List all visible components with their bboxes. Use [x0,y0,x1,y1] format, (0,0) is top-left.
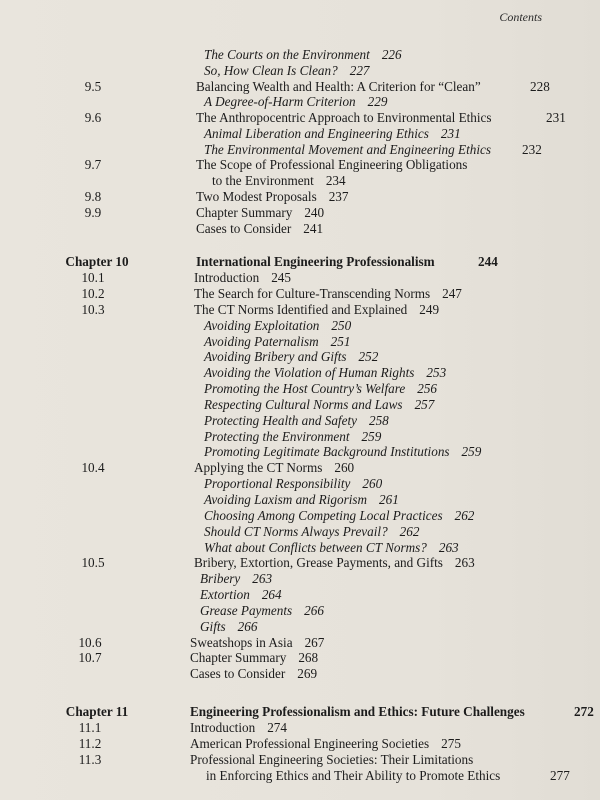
entry-title-text: Promoting Legitimate Background Institutions [204,444,450,459]
page-number: 253 [426,365,447,380]
entry-title-text: Sweatshops in Asia [190,635,293,650]
toc-entry [0,720,600,736]
entry-title-text: in Enforcing Ethics and Their Ability to Promote Ethics [206,768,501,783]
entry-title-text: Introduction [190,720,256,735]
toc-entry [0,540,600,556]
toc-entry [0,603,600,619]
entry-title-text: Cases to Consider [196,221,292,236]
entry-title [204,349,378,365]
section-number: 11.2 [78,736,102,751]
page-number: 250 [331,318,352,333]
entry-title-text: American Professional Engineering Societies [190,736,430,751]
entry-title [196,110,492,126]
entry-title [204,444,481,460]
entry-title-text: Protecting the Environment [204,429,350,444]
entry-title [204,94,387,110]
entry-title [204,524,419,540]
toc-entry [0,752,600,768]
section-number: 10.5 [81,555,105,570]
toc-entry [0,397,600,413]
entry-title [200,619,257,635]
page-number: 258 [368,413,389,428]
section-number: 10.3 [81,302,105,317]
chapter-number: Chapter 10 [65,254,129,269]
entry-title-text: Chapter Summary [196,205,293,220]
toc-entry [0,286,600,302]
entry-title-text: Respecting Cultural Norms and Laws [204,397,403,412]
page-number: 227 [349,63,370,78]
toc-entry [0,318,600,334]
entry-title [204,365,446,381]
entry-title [196,205,324,221]
toc-entry [0,444,600,460]
page-number: 275 [441,736,461,751]
entry-title [200,587,282,603]
entry-title-text: Choosing Among Competing Local Practices [204,508,443,523]
entry-title [196,189,348,205]
toc-entry [0,381,600,397]
toc-entry [0,63,600,79]
page-number: 261 [379,492,399,507]
page-number: 263 [252,571,273,586]
page-number: 232 [522,142,542,157]
entry-title-text: The Search for Culture-Transcending Norms [194,286,431,301]
entry-title-text: Applying the CT Norms [194,460,323,475]
entry-title [196,157,467,173]
entry-title-text: Introduction [194,270,260,285]
page-number: 229 [367,94,388,109]
page-number: 228 [530,79,550,94]
entry-title [204,413,389,429]
entry-title [204,540,459,556]
entry-title-text: Should CT Norms Always Prevail? [204,524,388,539]
page-number: 244 [478,254,498,269]
page-number: 274 [267,720,287,735]
page-number: 277 [550,768,570,783]
page-number: 240 [304,205,325,220]
entry-title [204,126,461,142]
entry-title-text: Avoiding Exploitation [204,318,320,333]
section-number: 9.9 [84,205,102,220]
entry-title [204,318,351,334]
entry-title-text: Bribery, Extortion, Grease Payments, and Gifts [194,555,443,570]
section-number: 9.5 [84,79,102,94]
toc-entry [0,476,600,492]
toc-entry [0,429,600,445]
page-number: 257 [414,397,435,412]
toc-chapter-entry [0,704,600,720]
toc-entry [0,142,600,158]
entry-title [204,429,381,445]
entry-title [194,460,354,476]
toc-entry [0,650,600,666]
toc-entry [0,413,600,429]
entry-title [204,508,474,524]
page-number: 260 [334,460,355,475]
entry-title-text: Avoiding Paternalism [204,334,319,349]
entry-title [196,79,481,95]
entry-title-text: The Anthropocentric Approach to Environmental Ethics [196,110,492,125]
toc-entry [0,334,600,350]
section-number: 9.8 [84,189,102,204]
entry-title-text: Chapter Summary [190,650,287,665]
section-number: 9.6 [84,110,102,125]
page-number: 234 [325,173,346,188]
toc-entry [0,571,600,587]
entry-title-text: Gifts [200,619,226,634]
entry-title [190,650,318,666]
page-number: 231 [440,126,461,141]
toc-entry [0,736,600,752]
entry-title [204,476,382,492]
section-number: 9.7 [84,157,102,172]
page-number: 231 [546,110,566,125]
page-number: 260 [362,476,383,491]
entry-title [190,704,525,720]
toc-entry [0,270,600,286]
page-number: 249 [419,302,440,317]
section-number: 10.6 [78,635,102,650]
entry-title-text: Professional Engineering Societies: Their Limitations [190,752,474,767]
toc-entry [0,587,600,603]
toc-entry [0,492,600,508]
entry-title-text: Extortion [200,587,250,602]
entry-title-text: Animal Liberation and Engineering Ethics [204,126,429,141]
entry-title-text: The CT Norms Identified and Explained [194,302,408,317]
entry-title-text: Avoiding the Violation of Human Rights [204,365,415,380]
toc-entry [0,635,600,651]
toc-chapter-entry [0,254,600,270]
toc-entry [0,79,600,95]
page-number: 264 [261,587,282,602]
entry-title-text: Promoting the Host Country’s Welfare [204,381,406,396]
toc-entry [0,302,600,318]
toc-entry [0,47,600,63]
section-number: 10.7 [78,650,102,665]
page-number: 247 [442,286,462,301]
toc-entry [0,126,600,142]
entry-title-text: So, How Clean Is Clean? [204,63,338,78]
toc-entry [0,666,600,682]
page-number: 259 [361,429,382,444]
page-number: 259 [461,444,482,459]
page-number: 241 [303,221,324,236]
page-number: 237 [328,189,349,204]
entry-title-text: Proportional Responsibility [204,476,351,491]
section-number: 11.1 [78,720,102,735]
toc-entry [0,555,600,571]
entry-title-text: Bribery [200,571,241,586]
entry-title-text: Engineering Professionalism and Ethics: Future Challenges [190,704,525,719]
entry-title-text: Avoiding Laxism and Rigorism [204,492,368,507]
entry-title-text: Protecting Health and Safety [204,413,357,428]
entry-title-text: International Engineering Professionalism [196,254,435,269]
toc-entry [0,508,600,524]
page-number: 266 [237,619,258,634]
toc-entry [0,94,600,110]
page-number: 252 [358,349,379,364]
toc-entry [0,768,600,784]
section-number: 10.1 [81,270,105,285]
toc-entry [0,365,600,381]
entry-title-text: Avoiding Bribery and Gifts [204,349,347,364]
section-number: 10.4 [81,460,105,475]
page-number: 226 [381,47,402,62]
entry-title [190,666,317,682]
entry-title-text: Cases to Consider [190,666,286,681]
toc-entry [0,110,600,126]
entry-title-text: The Courts on the Environment [204,47,370,62]
entry-title [206,768,500,784]
entry-title [190,736,461,752]
entry-title [204,334,350,350]
entry-title-text: A Degree-of-Harm Criterion [204,94,356,109]
entry-title [194,302,439,318]
toc-entry [0,619,600,635]
entry-title [196,254,435,270]
entry-title [212,173,346,189]
toc-entry [0,460,600,476]
toc-entry [0,173,600,189]
entry-title-text: What about Conflicts between CT Norms? [204,540,427,555]
page-number: 256 [417,381,438,396]
entry-title [204,47,402,63]
entry-title [204,142,491,158]
page-number: 262 [399,524,420,539]
page-number: 269 [297,666,318,681]
entry-title [194,555,475,571]
page-number: 251 [330,334,351,349]
entry-title-text: to the Environment [212,173,314,188]
page-number: 262 [454,508,475,523]
entry-title [190,720,287,736]
section-number: 11.3 [78,752,102,767]
page-number: 263 [454,555,475,570]
page-number: 272 [574,704,594,719]
toc-entry [0,157,600,173]
chapter-number: Chapter 11 [65,704,129,719]
page-number: 263 [438,540,459,555]
page-number: 266 [304,603,324,618]
entry-title [204,381,437,397]
entry-title [204,63,370,79]
entry-title [194,286,462,302]
running-header: Contents [499,10,542,24]
page-number: 245 [271,270,291,285]
toc-entry [0,205,600,221]
entry-title [204,492,399,508]
entry-title [194,270,291,286]
entry-title [190,752,473,768]
entry-title-text: Grease Payments [200,603,293,618]
entry-title [200,603,324,619]
toc-entry [0,221,600,237]
entry-title [196,221,323,237]
page-number: 268 [298,650,319,665]
section-number: 10.2 [81,286,105,301]
entry-title-text: Two Modest Proposals [196,189,317,204]
entry-title [204,397,434,413]
toc-entry [0,189,600,205]
entry-title-text: The Environmental Movement and Engineering Ethics [204,142,492,157]
entry-title-text: The Scope of Professional Engineering Obligations [196,157,468,172]
entry-title [200,571,272,587]
entry-title-text: Balancing Wealth and Health: A Criterion for “Clean” [196,79,481,94]
entry-title [190,635,324,651]
toc-entry [0,349,600,365]
page-number: 267 [304,635,325,650]
toc-entry [0,524,600,540]
